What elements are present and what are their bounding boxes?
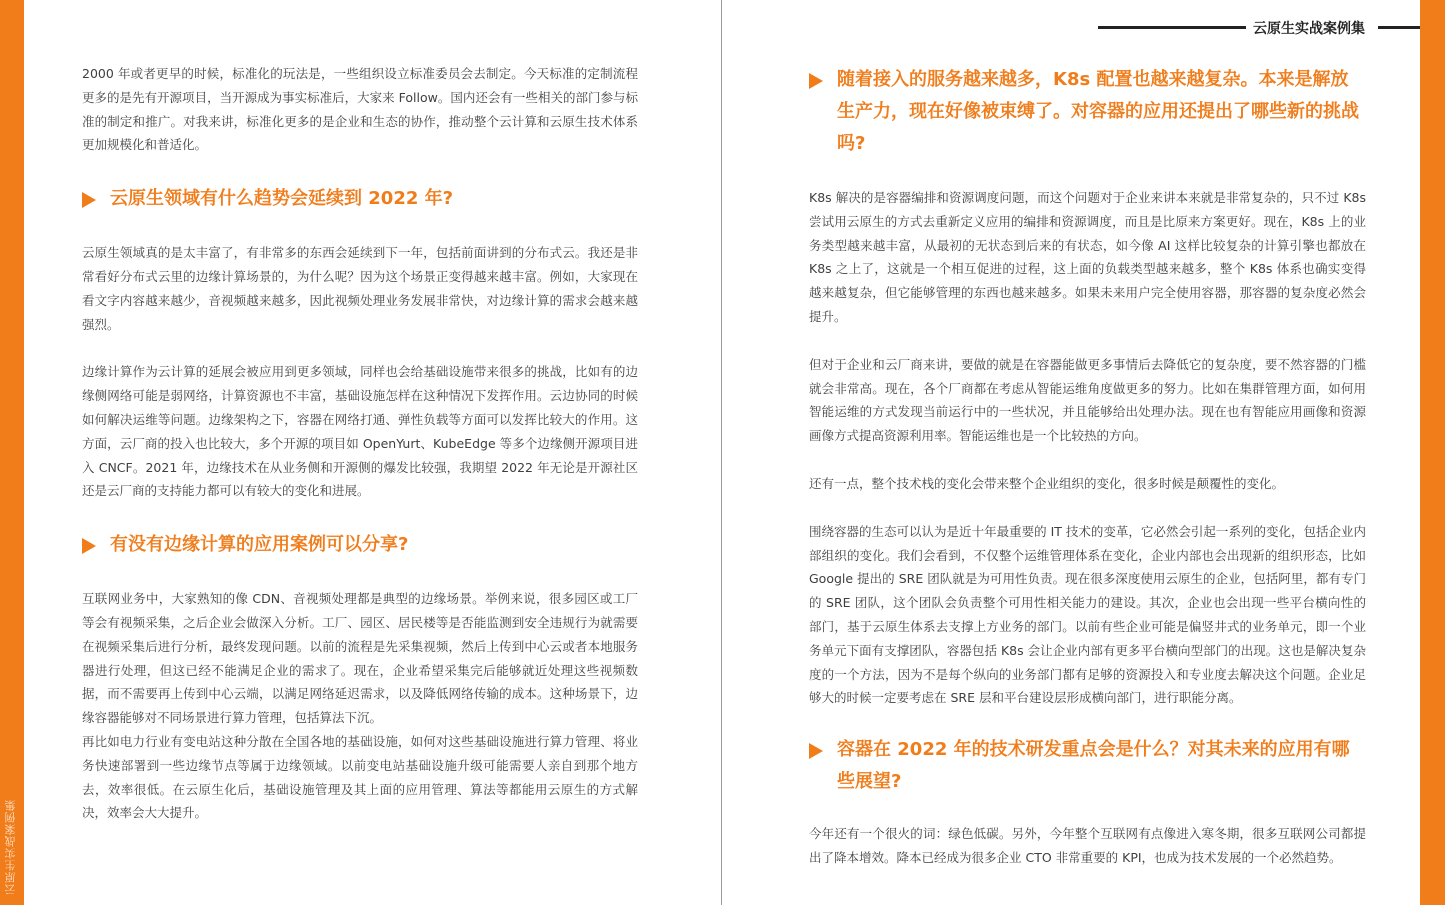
paragraph: 但对于企业和云厂商来讲，要做的就是在容器能做更多事情后去降低它的复杂度，要不然容器的门槛就会非常高。现在，各个厂商都在考虑从智能运维角度做更多的努力。比如在集群管理方面，如何用智能运维的方式发现当前运行中的一些状况，并且能够给出处理办法。现在也有智能应用画像和资源画像方式提高资源利用率。智能运维也是一个比较热的方向。	[809, 356, 1366, 444]
triangle-bullet-icon	[809, 743, 823, 759]
section-heading	[809, 734, 1366, 798]
right-page	[809, 64, 1366, 870]
left-page	[82, 62, 638, 825]
right-edge-bar	[1420, 0, 1445, 905]
section-heading	[809, 64, 1366, 160]
paragraph: 今年还有一个很火的词：绿色低碳。另外，今年整个互联网有点像进入寒冬期，很多互联网公司都提出了降本增效。降本已经成为很多企业 CTO 非常重要的 KPI，也成为技术发展的一个必然趋势。	[809, 826, 1366, 865]
section-heading	[82, 183, 638, 215]
section-heading-text: 随着接入的服务越来越多，K8s 配置也越来越复杂。本来是解放生产力，现在好像被束缚了。对容器的应用还提出了哪些新的挑战吗?	[837, 69, 1359, 154]
section-heading-text: 云原生领域有什么趋势会延续到 2022 年?	[110, 188, 454, 210]
triangle-bullet-icon	[809, 73, 823, 89]
paragraph: 2000 年或者更早的时候，标准化的玩法是，一些组织设立标准委员会去制定。今天标准的定制流程更多的是先有开源项目，当开源成为事实标准后，大家来 Follow。国内还会有一些相关的部门参与标准的制定和推广。对我来讲，标准化更多的是企业和生态的协作，推动整个云计算和云原生技术体系更加规模化和普适化。	[82, 66, 638, 153]
triangle-bullet-icon	[82, 538, 96, 554]
header-rule-left	[1098, 26, 1246, 29]
triangle-bullet-icon	[82, 192, 96, 208]
paragraph: 互联网业务中，大家熟知的像 CDN、音视频处理都是典型的边缘场景。举例来说，很多园区或工厂等会有视频采集，之后企业会做深入分析。工厂、园区、居民楼等是否能监测到安全违规行为就需要在视频采集后进行分析，最终发现问题。以前的流程是先采集视频，然后上传到中心云或者本地服务器进行处理，但这已经不能满足企业的需求了。现在，企业希望采集完后能够就近处理这些视频数据，而不需要再上传到中心云端，以满足网络延迟需求，以及降低网络传输的成本。这种场景下，边缘容器能够对不同场景进行算力管理，包括算法下沉。	[82, 591, 638, 726]
paragraph: 边缘计算作为云计算的延展会被应用到更多领域，同样也会给基础设施带来很多的挑战，比如有的边缘侧网络可能是弱网络，计算资源也不丰富，基础设施怎样在这种情况下发挥作用。云边协同的时候如何解决运维等问题。边缘架构之下，容器在网络打通、弹性负载等方面可以发挥比较大的作用。这方面，云厂商的投入也比较大，多个开源的项目如 OpenYurt、KubeEdge 等多个边缘侧开源项目进入 CNCF。2021 年，边缘技术在从业务侧和开源侧的爆发比较强，我期望 2022 年无论是开源社区还是云厂商的支持能力都可以有较大的变化和进展。	[82, 364, 638, 499]
section-heading-text: 容器在 2022 年的技术研发重点会是什么？对其未来的应用有哪些展望?	[837, 739, 1350, 793]
paragraph: 还有一点，整个技术栈的变化会带来整个企业组织的变化，很多时候是颠覆性的变化。	[809, 475, 1285, 491]
side-book-label: 云原生实战案例集	[4, 799, 17, 895]
paragraph: K8s 解决的是容器编排和资源调度问题，而这个问题对于企业来讲本来就是非常复杂的，只不过 K8s 尝试用云原生的方式去重新定义应用的编排和资源调度，而且是比原来方案更好。现在，K8s 上的业务类型越来越丰富，从最初的无状态到后来的有状态，如今像 AI 这样比较复杂的计算引擎也都放在 K8s 之上了，这就是一个相互促进的过程，这上面的负载类型越来越多，整个 K8s 体系也确实变得越来越复杂，但它能够管理的东西也越来越多。如果未来用户完全使用容器，那容器的复杂度必然会提升。	[809, 190, 1366, 324]
header-rule-right	[1378, 26, 1420, 29]
paragraph: 再比如电力行业有变电站这种分散在全国各地的基础设施，如何对这些基础设施进行算力管理、将业务快速部署到一些边缘节点等属于边缘领域。以前变电站基础设施升级可能需要人亲自到那个地方去，效率很低。在云原生化后，基础设施管理及其上面的应用管理、算法等都能用云原生的方式解决，效率会大大提升。	[82, 733, 638, 821]
book-title: 云原生实战案例集	[1253, 21, 1365, 37]
left-edge-bar	[0, 0, 24, 905]
paragraph: 围绕容器的生态可以认为是近十年最重要的 IT 技术的变革，它必然会引起一系列的变化，包括企业内部组织的变化。我们会看到，不仅整个运维管理体系在变化，企业内部也会出现新的组织形态，比如 Google 提出的 SRE 团队就是为可用性负责。现在很多深度使用云原生的企业，包括阿里，都有专门的 SRE 团队，这个团队会负责整个可用性相关能力的建设。其次，企业也会出现一些平台横向性的部门，基于云原生体系去支撑上方业务的部门。以前有些企业可能是偏竖井式的业务单元，即一个业务单元下面有支撑团队，容器包括 K8s 会让企业内部有更多平台横向型部门的出现。这也是解决复杂度的一个方法，因为不是每个纵向的业务部门都有足够的资源投入和专业度去解决这个问题。企业足够大的时候一定要考虑在 SRE 层和平台建设层形成横向部门，进行职能分离。	[809, 523, 1366, 706]
section-heading	[82, 529, 638, 561]
paragraph: 云原生领域真的是太丰富了，有非常多的东西会延续到下一年，包括前面讲到的分布式云。我还是非常看好分布式云里的边缘计算场景的，为什么呢？因为这个场景正变得越来越丰富。例如，大家现在看文字内容越来越少，音视频越来越多，因此视频处理业务发展非常快，对边缘计算的需求会越来越强烈。	[82, 245, 638, 332]
section-heading-text: 有没有边缘计算的应用案例可以分享?	[110, 534, 409, 556]
page-divider	[721, 0, 722, 905]
